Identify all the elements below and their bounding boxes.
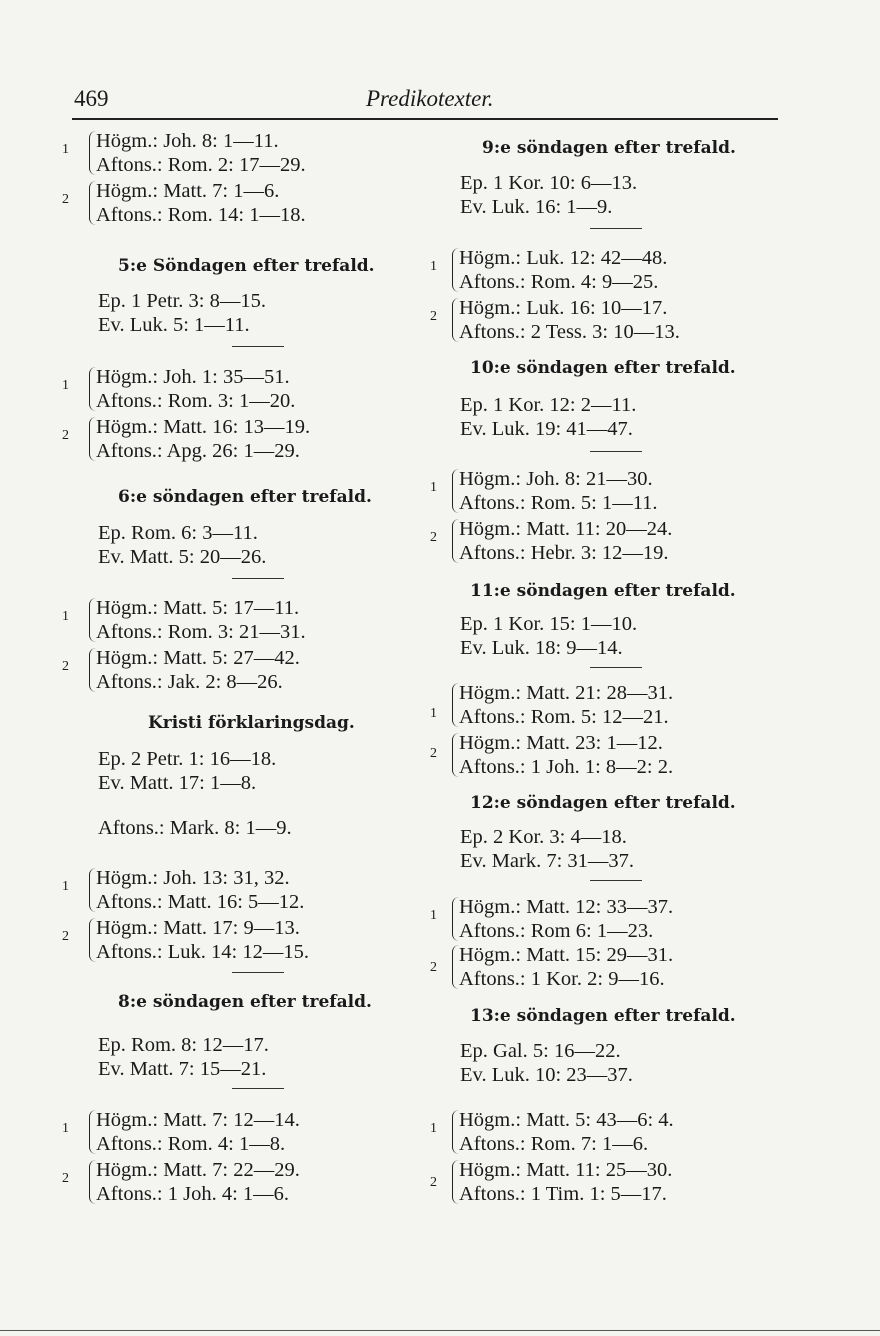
reading-set-number: 1 <box>62 142 69 157</box>
brace <box>89 131 96 175</box>
reading-set-number: 1 <box>62 1121 69 1136</box>
gospel-reading: Ev. Matt. 7: 15—21. <box>98 1058 267 1080</box>
separator-rule <box>590 451 642 452</box>
brace <box>452 519 459 563</box>
epistle-reading: Ep. Gal. 5: 16—22. <box>460 1040 621 1062</box>
reading-line: Högm.: Matt. 23: 1—12. <box>459 732 663 754</box>
reading-line: Högm.: Joh. 8: 1—11. <box>96 130 279 152</box>
brace <box>452 1160 459 1204</box>
brace <box>452 248 459 292</box>
reading-line: Aftons.: 2 Tess. 3: 10—13. <box>459 321 680 343</box>
separator-rule <box>590 880 642 881</box>
reading-set-number: 2 <box>430 960 437 975</box>
reading-line: Aftons.: Rom 6: 1—23. <box>459 920 654 942</box>
section-heading: 10:e söndagen efter trefald. <box>470 358 736 378</box>
reading-line: Högm.: Matt. 7: 12—14. <box>96 1109 300 1131</box>
section-heading: 11:e söndagen efter trefald. <box>470 581 736 601</box>
reading-line: Aftons.: Rom. 14: 1—18. <box>96 204 306 226</box>
reading-set-number: 1 <box>430 1121 437 1136</box>
reading-line: Högm.: Joh. 8: 21—30. <box>459 468 653 490</box>
epistle-reading: Ep. 1 Kor. 10: 6—13. <box>460 172 638 194</box>
brace <box>89 417 96 461</box>
epistle-reading: Ep. Rom. 8: 12—17. <box>98 1034 269 1056</box>
gospel-reading: Ev. Luk. 5: 1—11. <box>98 314 250 336</box>
reading-line: Aftons.: 1 Kor. 2: 9—16. <box>459 968 665 990</box>
reading-line: Aftons.: Rom. 5: 1—11. <box>459 492 658 514</box>
reading-line: Aftons.: 1 Joh. 1: 8—2: 2. <box>459 756 674 778</box>
reading-line: Aftons.: Jak. 2: 8—26. <box>96 671 283 693</box>
reading-line: Aftons.: Hebr. 3: 12—19. <box>459 542 669 564</box>
reading-line: Högm.: Matt. 11: 20—24. <box>459 518 673 540</box>
brace <box>452 945 459 989</box>
brace <box>89 598 96 642</box>
reading-line: Högm.: Matt. 17: 9—13. <box>96 917 300 939</box>
reading-set-number: 2 <box>430 530 437 545</box>
brace <box>89 367 96 411</box>
separator-rule <box>590 228 642 229</box>
reading-line: Högm.: Matt. 16: 13—19. <box>96 416 311 438</box>
reading-line: Högm.: Matt. 5: 43—6: 4. <box>459 1109 674 1131</box>
reading-line: Aftons.: Luk. 14: 12—15. <box>96 941 309 963</box>
separator-rule <box>232 346 284 347</box>
reading-set-number: 2 <box>430 746 437 761</box>
section-heading: 6:e söndagen efter trefald. <box>118 487 372 507</box>
epistle-reading: Ep. 1 Petr. 3: 8—15. <box>98 290 266 312</box>
section-heading: 12:e söndagen efter trefald. <box>470 793 736 813</box>
gospel-reading: Ev. Luk. 18: 9—14. <box>460 637 623 659</box>
reading-set-number: 2 <box>62 192 69 207</box>
gospel-reading: Ev. Luk. 19: 41—47. <box>460 418 633 440</box>
reading-line: Högm.: Matt. 7: 1—6. <box>96 180 280 202</box>
gospel-reading: Ev. Matt. 5: 20—26. <box>98 546 267 568</box>
reading-line: Högm.: Luk. 16: 10—17. <box>459 297 668 319</box>
brace <box>452 469 459 513</box>
section-heading: 5:e Söndagen efter trefald. <box>118 256 375 276</box>
reading-line: Aftons.: 1 Joh. 4: 1—6. <box>96 1183 290 1205</box>
reading-line: Högm.: Joh. 13: 31, 32. <box>96 867 290 889</box>
section-heading: 8:e söndagen efter trefald. <box>118 992 372 1012</box>
reading-set-number: 2 <box>62 929 69 944</box>
reading-line: Högm.: Matt. 11: 25—30. <box>459 1159 673 1181</box>
reading-set-number: 2 <box>430 1175 437 1190</box>
reading-set-number: 1 <box>430 706 437 721</box>
brace <box>89 918 96 962</box>
gospel-reading: Ev. Luk. 10: 23—37. <box>460 1064 633 1086</box>
epistle-reading: Ep. 1 Kor. 12: 2—11. <box>460 394 637 416</box>
reading-line: Aftons.: Rom. 5: 12—21. <box>459 706 669 728</box>
epistle-reading: Ep. 2 Petr. 1: 16—18. <box>98 748 277 770</box>
section-heading: 9:e söndagen efter trefald. <box>482 138 736 158</box>
running-head-title: Predikotexter. <box>366 86 494 111</box>
header-rule <box>72 118 778 120</box>
reading-line: Aftons.: 1 Tim. 1: 5—17. <box>459 1183 667 1205</box>
reading-set-number: 2 <box>62 428 69 443</box>
epistle-reading: Ep. 1 Kor. 15: 1—10. <box>460 613 638 635</box>
brace <box>452 733 459 777</box>
reading-line: Aftons.: Rom. 2: 17—29. <box>96 154 306 176</box>
reading-line: Aftons.: Rom. 3: 1—20. <box>96 390 296 412</box>
reading-line: Högm.: Joh. 1: 35—51. <box>96 366 290 388</box>
brace <box>89 1110 96 1154</box>
brace <box>452 298 459 342</box>
brace <box>89 868 96 912</box>
reading-line: Aftons.: Rom. 4: 9—25. <box>459 271 659 293</box>
brace <box>89 648 96 692</box>
page-number: 469 <box>74 86 109 111</box>
reading-line: Högm.: Matt. 12: 33—37. <box>459 896 674 918</box>
brace <box>452 897 459 941</box>
brace <box>452 1110 459 1154</box>
reading-line: Högm.: Matt. 21: 28—31. <box>459 682 674 704</box>
separator-rule <box>232 1088 284 1089</box>
reading-line: Aftons.: Rom. 7: 1—6. <box>459 1133 649 1155</box>
epistle-reading: Ep. Rom. 6: 3—11. <box>98 522 258 544</box>
reading-set-number: 2 <box>430 309 437 324</box>
reading-set-number: 2 <box>62 659 69 674</box>
separator-rule <box>590 667 642 668</box>
section-heading: 13:e söndagen efter trefald. <box>470 1006 736 1026</box>
brace <box>89 1160 96 1204</box>
evening-reading: Aftons.: Mark. 8: 1—9. <box>98 817 292 839</box>
reading-set-number: 1 <box>62 378 69 393</box>
reading-set-number: 1 <box>430 259 437 274</box>
reading-line: Högm.: Matt. 7: 22—29. <box>96 1159 300 1181</box>
reading-line: Aftons.: Matt. 16: 5—12. <box>96 891 305 913</box>
reading-set-number: 1 <box>62 609 69 624</box>
brace <box>89 181 96 225</box>
reading-set-number: 2 <box>62 1171 69 1186</box>
reading-line: Högm.: Luk. 12: 42—48. <box>459 247 668 269</box>
reading-line: Aftons.: Rom. 4: 1—8. <box>96 1133 286 1155</box>
brace <box>452 683 459 727</box>
separator-rule <box>232 972 284 973</box>
reading-line: Aftons.: Apg. 26: 1—29. <box>96 440 300 462</box>
reading-line: Högm.: Matt. 15: 29—31. <box>459 944 674 966</box>
reading-set-number: 1 <box>430 908 437 923</box>
reading-line: Högm.: Matt. 5: 17—11. <box>96 597 300 619</box>
gospel-reading: Ev. Luk. 16: 1—9. <box>460 196 613 218</box>
separator-rule <box>232 578 284 579</box>
reading-line: Aftons.: Rom. 3: 21—31. <box>96 621 306 643</box>
reading-line: Högm.: Matt. 5: 27—42. <box>96 647 300 669</box>
gospel-reading: Ev. Matt. 17: 1—8. <box>98 772 257 794</box>
epistle-reading: Ep. 2 Kor. 3: 4—18. <box>460 826 627 848</box>
page-bottom-edge <box>0 1330 880 1331</box>
reading-set-number: 1 <box>430 480 437 495</box>
reading-set-number: 1 <box>62 879 69 894</box>
section-heading: Kristi förklaringsdag. <box>148 713 355 733</box>
gospel-reading: Ev. Mark. 7: 31—37. <box>460 850 635 872</box>
